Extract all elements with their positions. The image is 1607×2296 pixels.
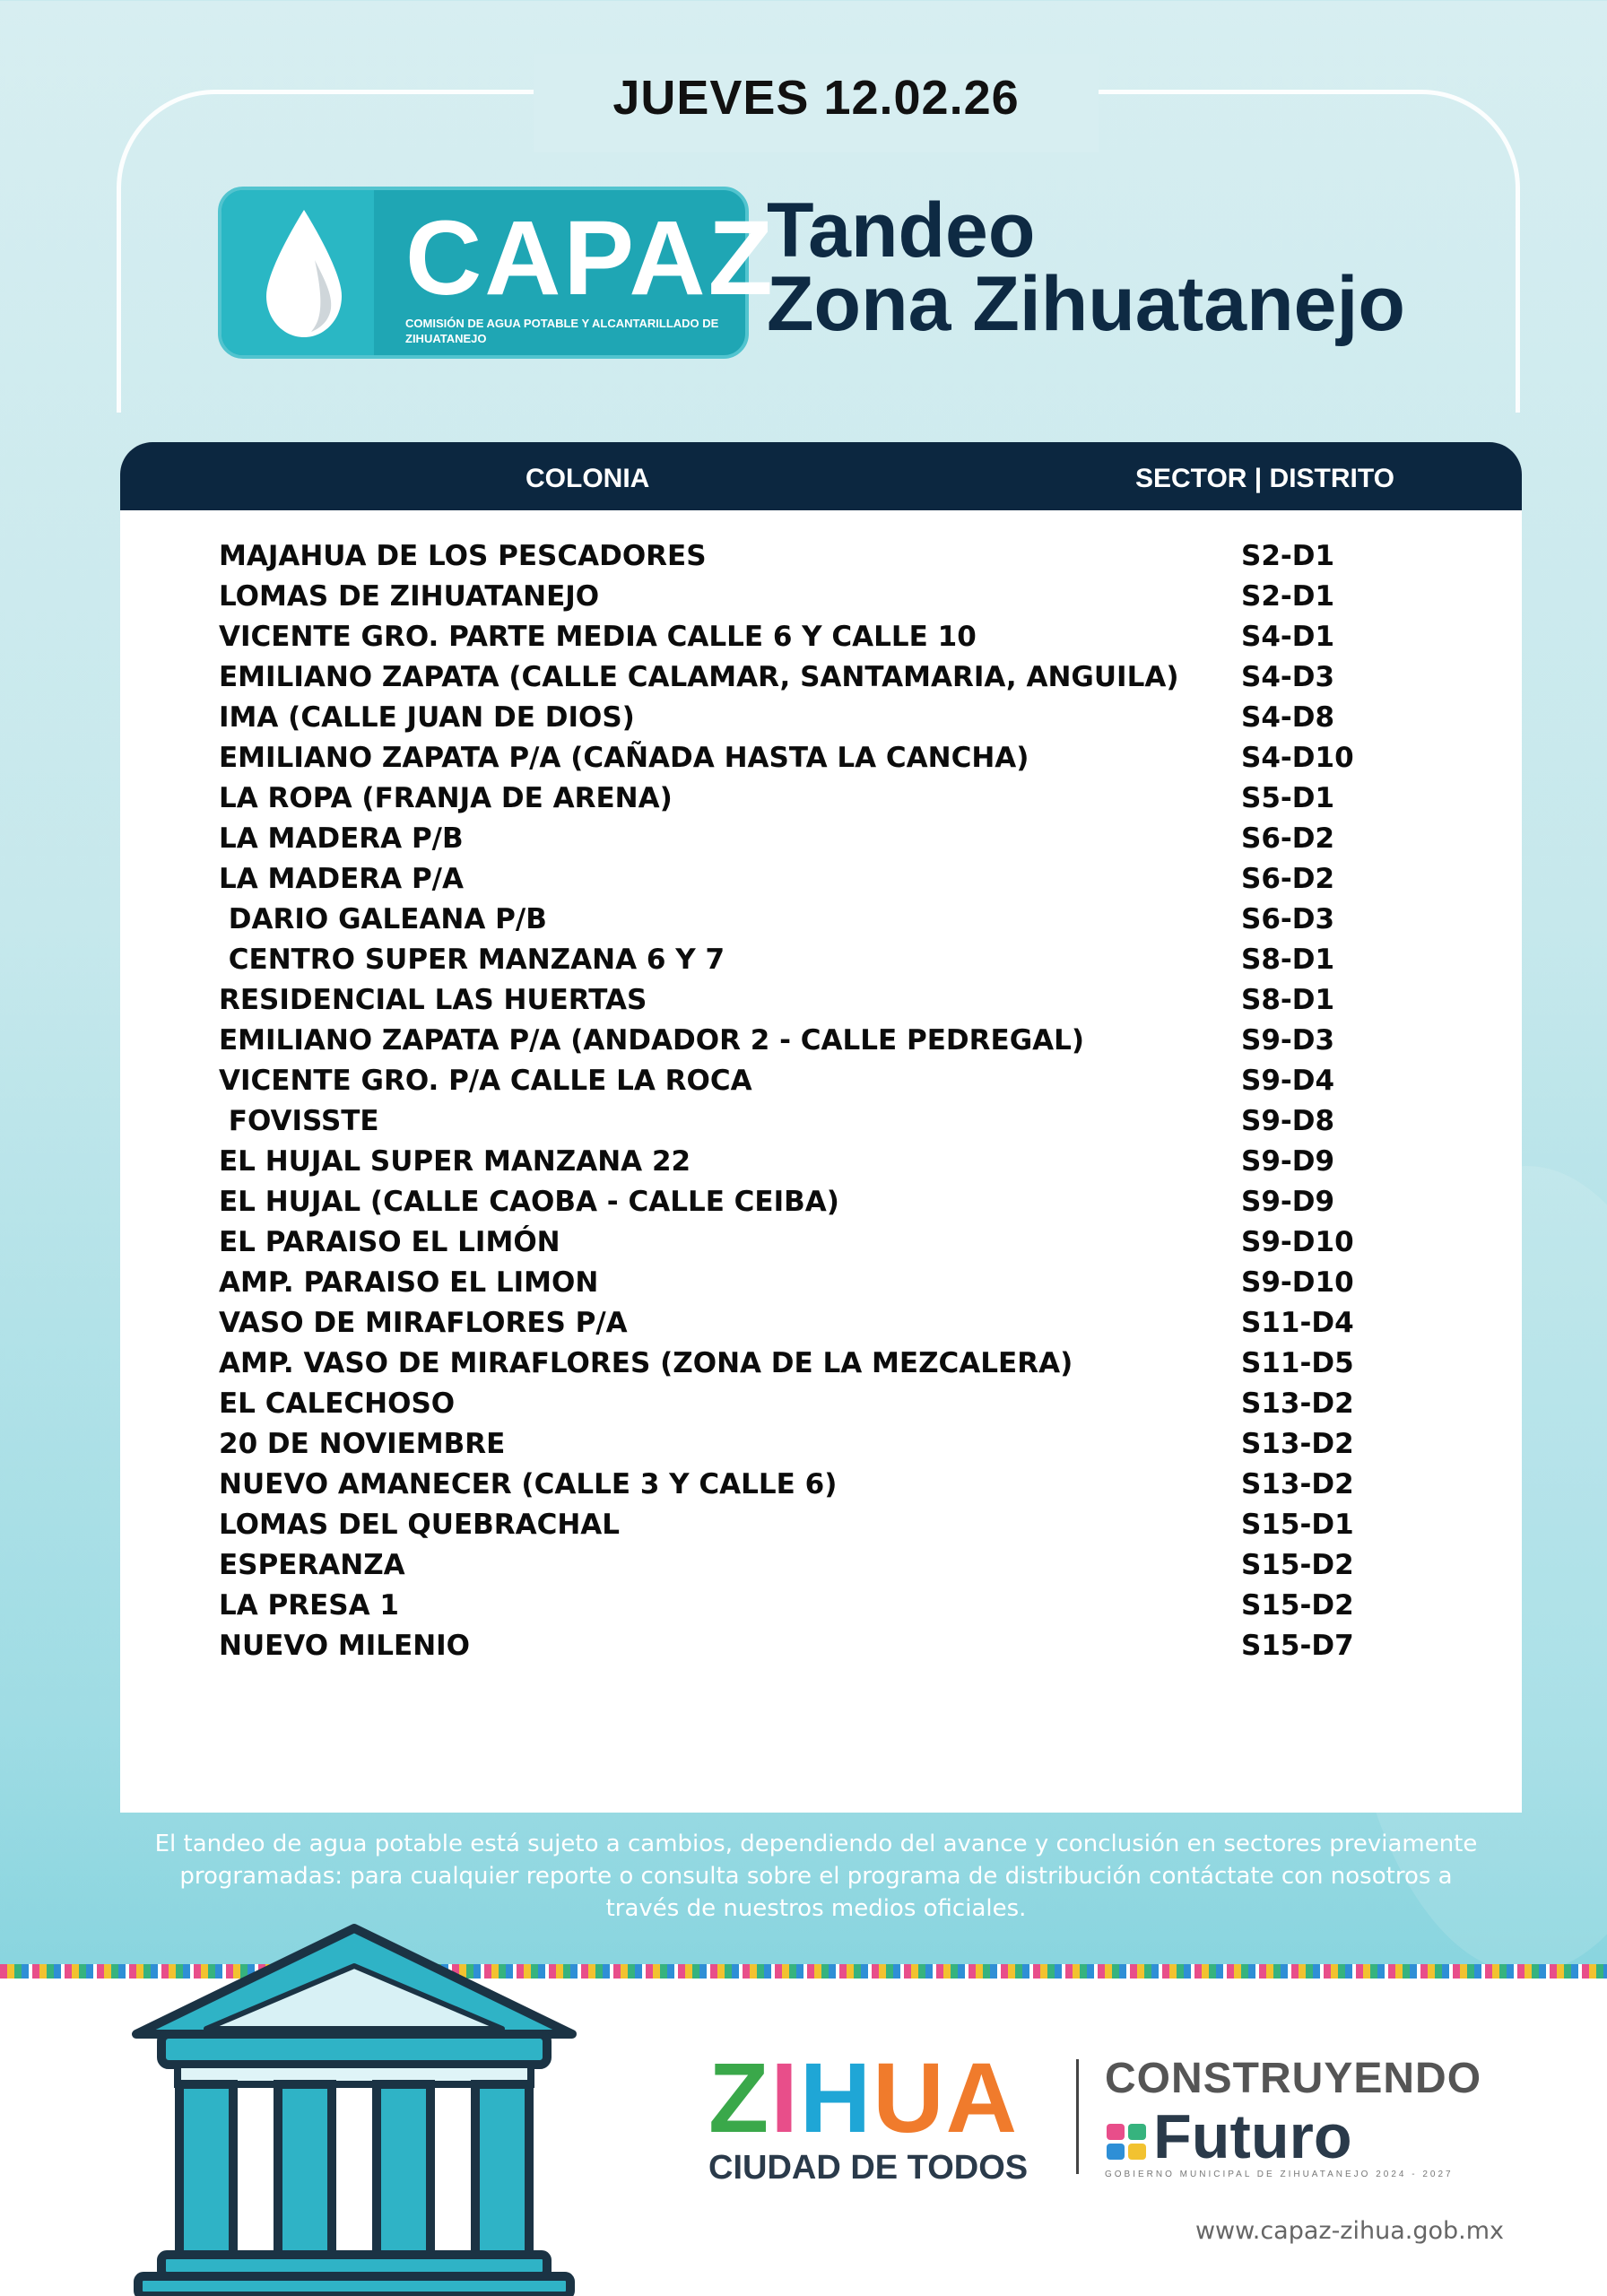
colonia-cell: IMA (CALLE JUAN DE DIOS) — [219, 701, 635, 734]
colonia-cell: FOVISSTE — [219, 1105, 379, 1137]
table-row — [120, 657, 1522, 698]
sector-cell: S6-D2 — [1241, 863, 1335, 895]
schedule-table — [120, 442, 1522, 1813]
sector-cell: S11-D4 — [1241, 1307, 1354, 1339]
sector-cell: S13-D2 — [1241, 1468, 1354, 1500]
sector-cell: S4-D10 — [1241, 742, 1354, 774]
colonia-cell: CENTRO SUPER MANZANA 6 Y 7 — [219, 944, 725, 976]
sector-cell: S13-D2 — [1241, 1387, 1354, 1420]
gov-line-1: CONSTRUYENDO — [1105, 2055, 1482, 2102]
column-header-sector: SECTOR | DISTRITO — [1135, 464, 1394, 493]
logo-wordmark: CAPAZ — [405, 199, 776, 317]
colonia-cell: LA MADERA P/A — [219, 863, 464, 895]
colonia-cell: AMP. VASO DE MIRAFLORES (ZONA DE LA MEZCALERA) — [219, 1347, 1073, 1379]
sector-cell: S15-D2 — [1241, 1549, 1354, 1581]
sector-cell: S9-D10 — [1241, 1266, 1354, 1299]
capaz-logo — [218, 187, 776, 359]
table-row — [120, 1142, 1522, 1182]
table-row — [120, 738, 1522, 778]
sector-cell: S6-D3 — [1241, 903, 1335, 935]
table-row — [120, 1303, 1522, 1344]
colonia-cell: NUEVO MILENIO — [219, 1630, 471, 1662]
table-row — [120, 698, 1522, 738]
table-row — [120, 1505, 1522, 1545]
colonia-cell: LOMAS DEL QUEBRACHAL — [219, 1509, 621, 1541]
sector-cell: S9-D10 — [1241, 1226, 1354, 1258]
colonia-cell: EL HUJAL SUPER MANZANA 22 — [219, 1145, 691, 1178]
sector-cell: S13-D2 — [1241, 1428, 1354, 1460]
colonia-cell: VASO DE MIRAFLORES P/A — [219, 1307, 628, 1339]
table-header — [120, 442, 1522, 510]
colonia-cell: LA PRESA 1 — [219, 1589, 399, 1622]
sector-cell: S5-D1 — [1241, 782, 1335, 814]
table-row — [120, 819, 1522, 859]
heading-line-2: Zona Zihuatanejo — [767, 261, 1405, 347]
colonia-cell: VICENTE GRO. PARTE MEDIA CALLE 6 Y CALLE 10 — [219, 621, 977, 653]
zihua-brand-logo — [708, 2043, 1058, 2187]
table-row — [120, 577, 1522, 617]
colonia-cell: LA MADERA P/B — [219, 822, 464, 855]
table-row — [120, 940, 1522, 980]
table-row — [120, 1424, 1522, 1465]
sector-cell: S15-D2 — [1241, 1589, 1354, 1622]
sector-cell: S9-D3 — [1241, 1024, 1335, 1057]
sector-cell: S15-D1 — [1241, 1509, 1354, 1541]
sector-cell: S11-D5 — [1241, 1347, 1354, 1379]
website-url: www.capaz-zihua.gob.mx — [1194, 2217, 1504, 2245]
brand-letter: UA — [873, 2043, 1020, 2153]
footer-divider — [1076, 2059, 1079, 2174]
table-body — [120, 536, 1522, 1666]
gov-line-3: GOBIERNO MUNICIPAL DE ZIHUATANEJO 2024 - 2027 — [1105, 2170, 1454, 2179]
table-row — [120, 778, 1522, 819]
colonia-cell: NUEVO AMANECER (CALLE 3 Y CALLE 6) — [219, 1468, 838, 1500]
colored-squares-icon — [1105, 2122, 1150, 2161]
page-heading — [767, 187, 1405, 347]
sector-cell: S15-D7 — [1241, 1630, 1354, 1662]
colonia-cell: EMILIANO ZAPATA (CALLE CALAMAR, SANTAMARIA, ANGUILA) — [219, 661, 1179, 693]
table-row — [120, 1465, 1522, 1505]
sector-cell: S9-D4 — [1241, 1065, 1335, 1097]
table-row — [120, 1263, 1522, 1303]
disclaimer-text: El tandeo de agua potable está sujeto a cambios, dependiendo del avance y conclusión en sectores previamente programadas: para cualquier reporte o consulta sobre el programa de distribución contáctate con nosotros a través de nuestros medios oficiales. — [154, 1831, 1478, 1922]
heading-line-1: Tandeo — [767, 187, 1036, 274]
zihua-wordmark — [708, 2043, 1058, 2153]
colonia-cell: EMILIANO ZAPATA P/A (ANDADOR 2 - CALLE PEDREGAL) — [219, 1024, 1085, 1057]
table-row — [120, 1222, 1522, 1263]
government-logo — [1105, 2054, 1508, 2179]
sector-cell: S8-D1 — [1241, 944, 1335, 976]
table-row — [120, 1384, 1522, 1424]
colonia-cell: EMILIANO ZAPATA P/A (CAÑADA HASTA LA CANCHA) — [219, 742, 1029, 774]
colonia-cell: DARIO GALEANA P/B — [219, 903, 547, 935]
municipal-building-icon — [126, 1919, 583, 2296]
sector-cell: S4-D1 — [1241, 621, 1335, 653]
brand-letter: Z — [708, 2043, 771, 2153]
sector-cell: S2-D1 — [1241, 580, 1335, 613]
table-row — [120, 1182, 1522, 1222]
table-row — [120, 1344, 1522, 1384]
table-row — [120, 900, 1522, 940]
colonia-cell: EL HUJAL (CALLE CAOBA - CALLE CEIBA) — [219, 1186, 839, 1218]
brand-letter: H — [799, 2043, 873, 2153]
sector-cell: S4-D3 — [1241, 661, 1335, 693]
table-row — [120, 1545, 1522, 1586]
column-header-colonia: COLONIA — [526, 464, 650, 493]
table-row — [120, 859, 1522, 900]
water-drop-icon — [257, 206, 351, 341]
colonia-cell: RESIDENCIAL LAS HUERTAS — [219, 984, 647, 1016]
colonia-cell: VICENTE GRO. P/A CALLE LA ROCA — [219, 1065, 752, 1097]
sector-cell: S8-D1 — [1241, 984, 1335, 1016]
table-row — [120, 1101, 1522, 1142]
sector-cell: S9-D9 — [1241, 1186, 1335, 1218]
colonia-cell: AMP. PARAISO EL LIMON — [219, 1266, 599, 1299]
table-row — [120, 536, 1522, 577]
colonia-cell: LA ROPA (FRANJA DE ARENA) — [219, 782, 673, 814]
sector-cell: S4-D8 — [1241, 701, 1335, 734]
colonia-cell: ESPERANZA — [219, 1549, 405, 1581]
colonia-cell: EL CALECHOSO — [219, 1387, 456, 1420]
date-label: JUEVES 12.02.26 — [612, 71, 1020, 125]
colonia-cell: MAJAHUA DE LOS PESCADORES — [219, 540, 707, 572]
sector-cell: S9-D8 — [1241, 1105, 1335, 1137]
gov-line-2-wrapper — [1105, 2103, 1508, 2170]
gov-line-2: Futuro — [1153, 2101, 1352, 2171]
sector-cell: S9-D9 — [1241, 1145, 1335, 1178]
colonia-cell: EL PARAISO EL LIMÓN — [219, 1226, 560, 1258]
zihua-tagline: CIUDAD DE TODOS — [708, 2149, 1029, 2187]
logo-subtitle: COMISIÓN DE AGUA POTABLE Y ALCANTARILLADO DE ZIHUATANEJO — [405, 317, 719, 345]
logo-icon-box — [222, 190, 374, 355]
table-row — [120, 980, 1522, 1021]
sector-cell: S2-D1 — [1241, 540, 1335, 572]
table-row — [120, 1061, 1522, 1101]
table-row — [120, 1586, 1522, 1626]
brand-letter: I — [770, 2043, 800, 2153]
colonia-cell: LOMAS DE ZIHUATANEJO — [219, 580, 600, 613]
sector-cell: S6-D2 — [1241, 822, 1335, 855]
table-row — [120, 1626, 1522, 1666]
table-row — [120, 617, 1522, 657]
table-row — [120, 1021, 1522, 1061]
colonia-cell: 20 DE NOVIEMBRE — [219, 1428, 506, 1460]
